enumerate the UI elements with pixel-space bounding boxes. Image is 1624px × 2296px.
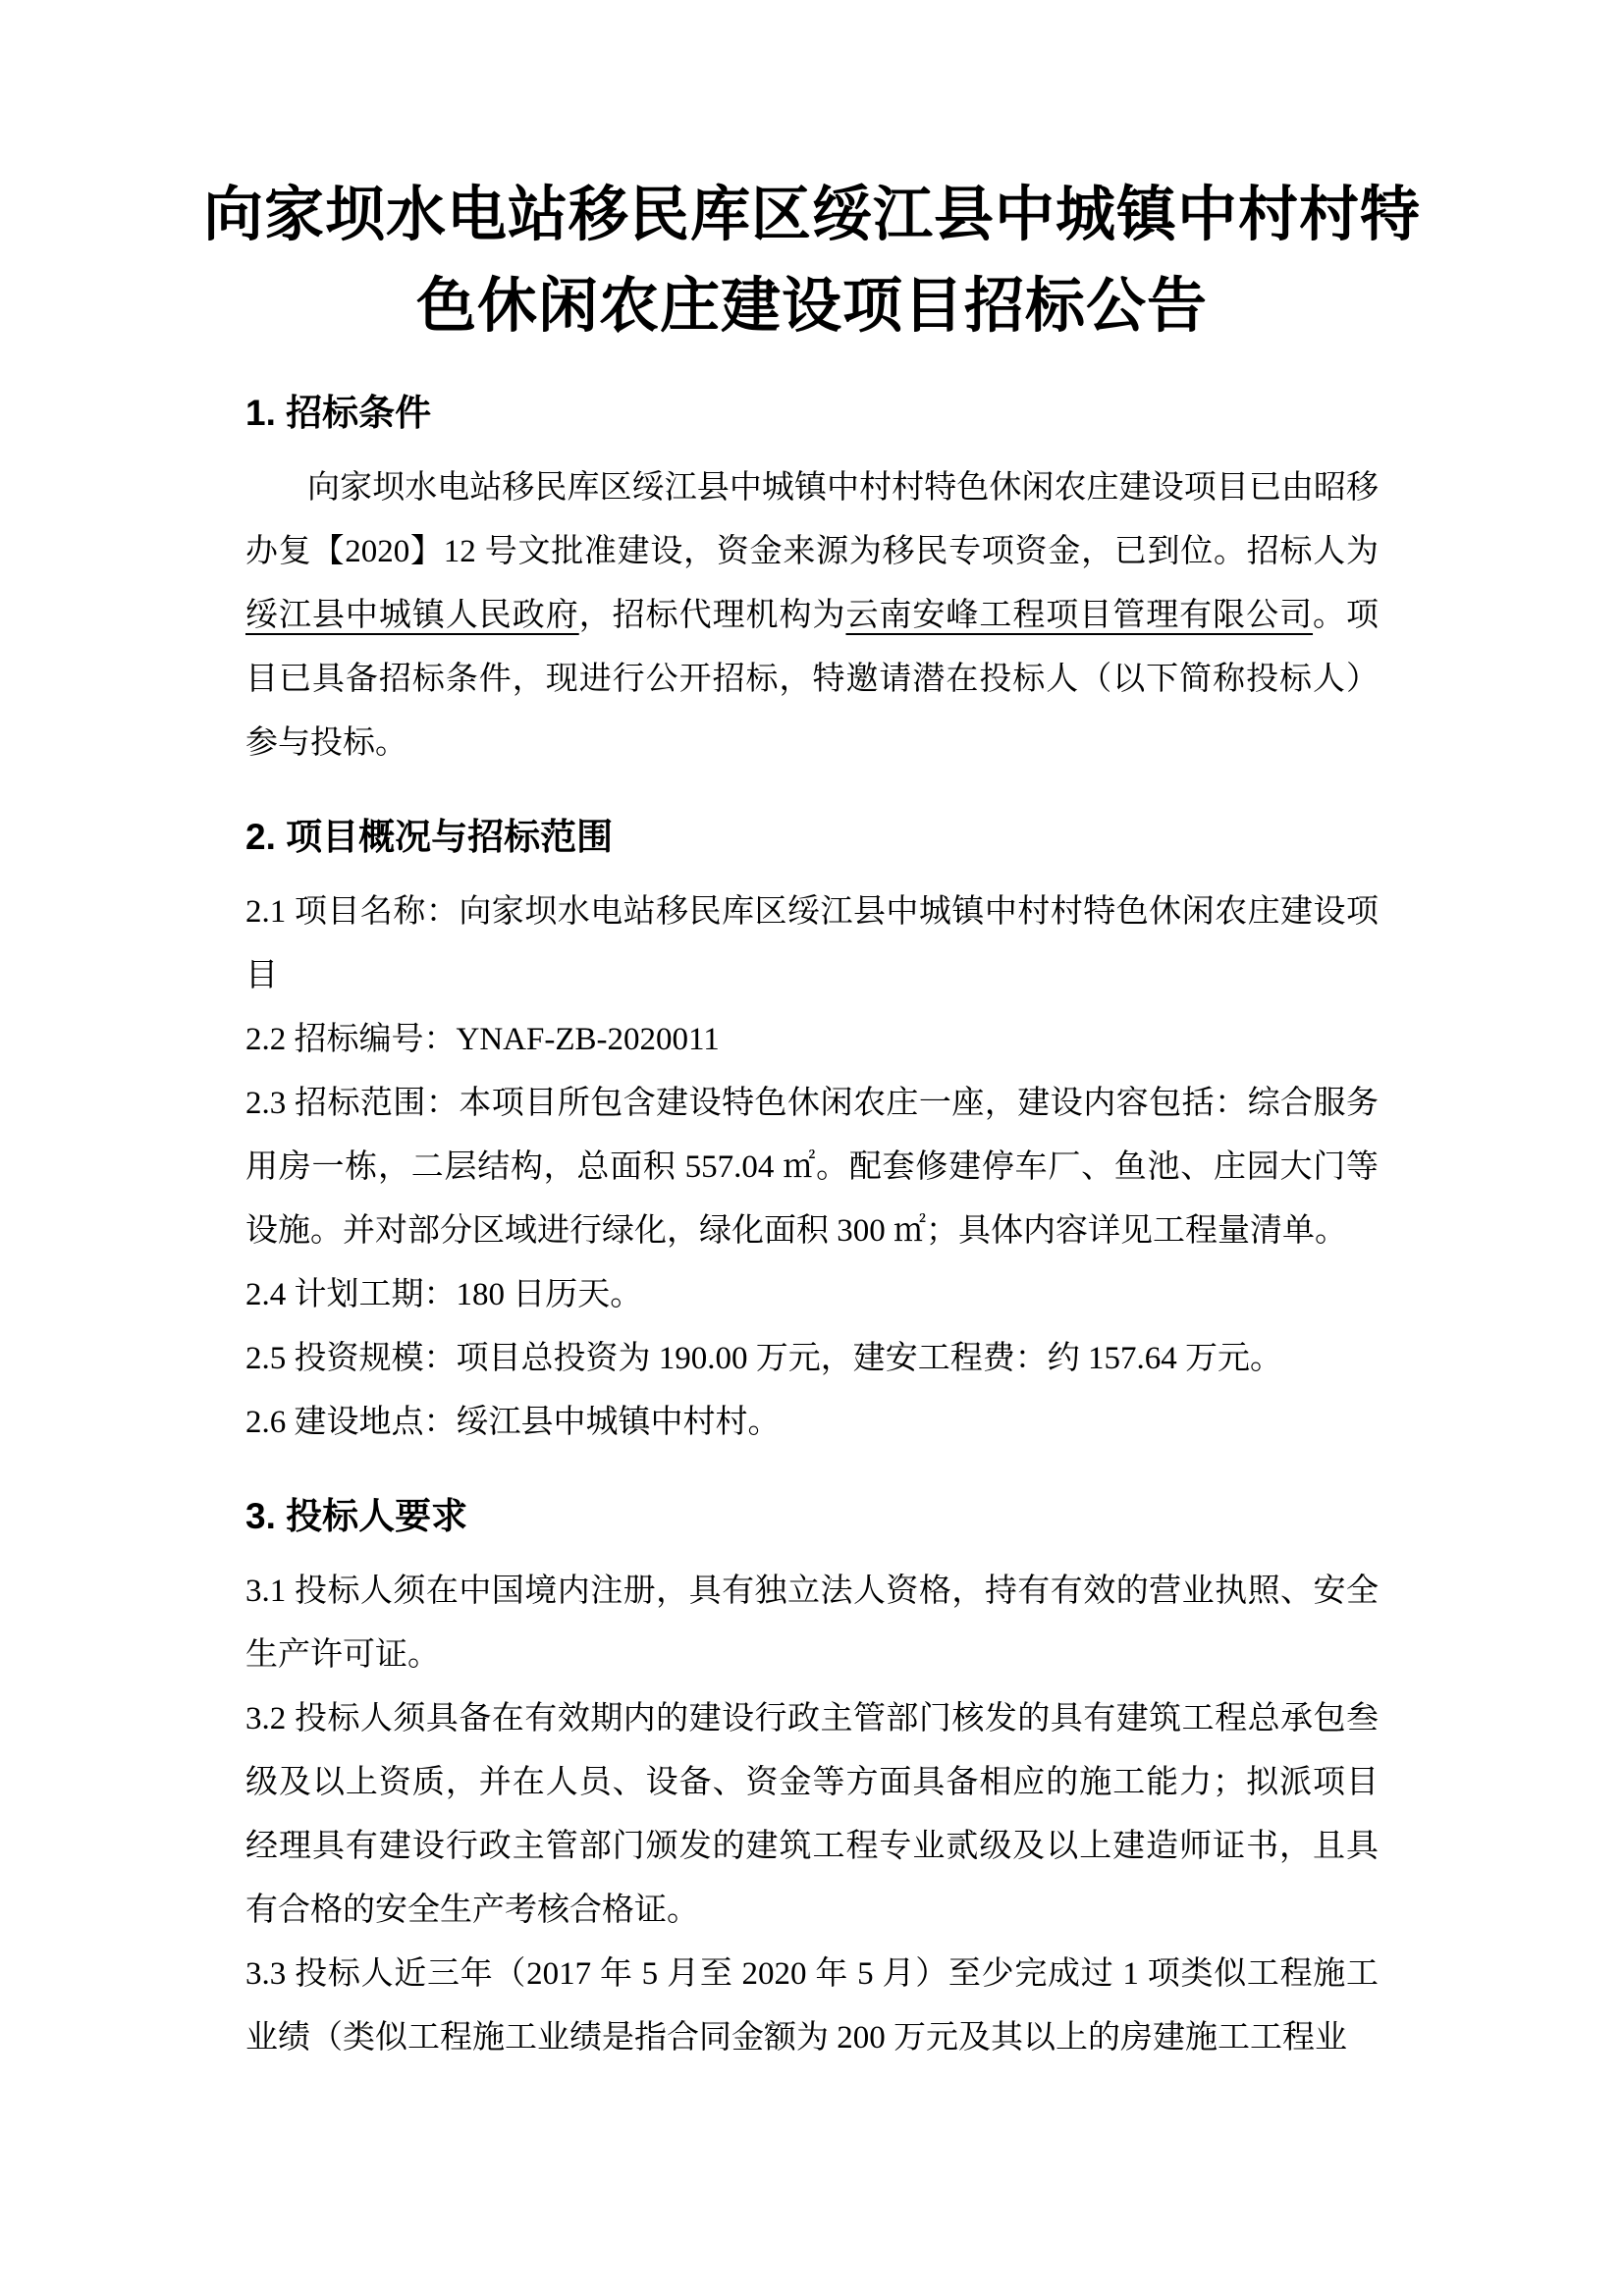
item-investment-scale: 2.5 投资规模：项目总投资为 190.00 万元，建安工程费：约 157.64 万元。 bbox=[245, 1341, 1282, 1376]
tender-conditions-tail-text: 。项目已具备招标条件，现进行公开招标，特邀请潜在投标人（以下简称投标人）参与投标。 bbox=[245, 598, 1380, 761]
tenderer-name-underlined: 绥江县中城镇人民政府 bbox=[245, 598, 579, 633]
tender-conditions-lead-text: 向家坝水电站移民库区绥江县中城镇中村村特色休闲农庄建设项目已由昭移办复【2020】12 号文批准建设，资金来源为移民专项资金，已到位。招标人为 bbox=[245, 470, 1379, 569]
item-construction-site: 2.6 建设地点：绥江县中城镇中村村。 bbox=[245, 1405, 781, 1440]
section-3-heading: 3. 投标人要求 bbox=[245, 1496, 468, 1536]
item-planned-duration: 2.4 计划工期：180 日历天。 bbox=[245, 1277, 643, 1312]
title-line-2: 色休闲农庄建设项目招标公告 bbox=[415, 272, 1208, 339]
item-bidder-qualification: 3.2 投标人须具备在有效期内的建设行政主管部门核发的具有建筑工程总承包叁级及以上资质，并在人员、设备、资金等方面具备相应的施工能力；拟派项目经理具有建设行政主管部门颁发的建筑工程专业贰级及以上建造师证书，且具有合格的安全生产考核合格证。 bbox=[245, 1701, 1379, 1928]
tender-conditions-mid-text: ，招标代理机构为 bbox=[578, 598, 846, 633]
item-tender-number: 2.2 招标编号：YNAF-ZB-2020011 bbox=[245, 1022, 720, 1057]
item-tender-scope: 2.3 招标范围：本项目所包含建设特色休闲农庄一座，建设内容包括：综合服务用房一栋，二层结构，总面积 557.04 ㎡。配套修建停车厂、鱼池、庄园大门等设施。并对部分区域进行绿化，绿化面积 300 ㎡；具体内容详见工程量清单。 bbox=[245, 1086, 1379, 1249]
document-title bbox=[187, 169, 1437, 351]
section-2-heading: 2. 项目概况与招标范围 bbox=[245, 817, 614, 857]
item-bidder-performance: 3.3 投标人近三年（2017 年 5 月至 2020 年 5 月）至少完成过 1 项类似工程施工业绩（类似工程施工业绩是指合同金额为 200 万元及其以上的房建施工工程业 bbox=[245, 1956, 1379, 2056]
agency-name-underlined: 云南安峰工程项目管理有限公司 bbox=[845, 598, 1314, 633]
section-1-paragraph bbox=[245, 456, 1379, 775]
item-project-name: 2.1 项目名称：向家坝水电站移民库区绥江县中城镇中村村特色休闲农庄建设项目 bbox=[245, 894, 1379, 993]
title-line-1: 向家坝水电站移民库区绥江县中城镇中村村特 bbox=[202, 181, 1421, 247]
item-bidder-registration: 3.1 投标人须在中国境内注册，具有独立法人资格，持有有效的营业执照、安全生产许可证。 bbox=[245, 1574, 1379, 1673]
section-1-heading: 1. 招标条件 bbox=[245, 393, 432, 433]
